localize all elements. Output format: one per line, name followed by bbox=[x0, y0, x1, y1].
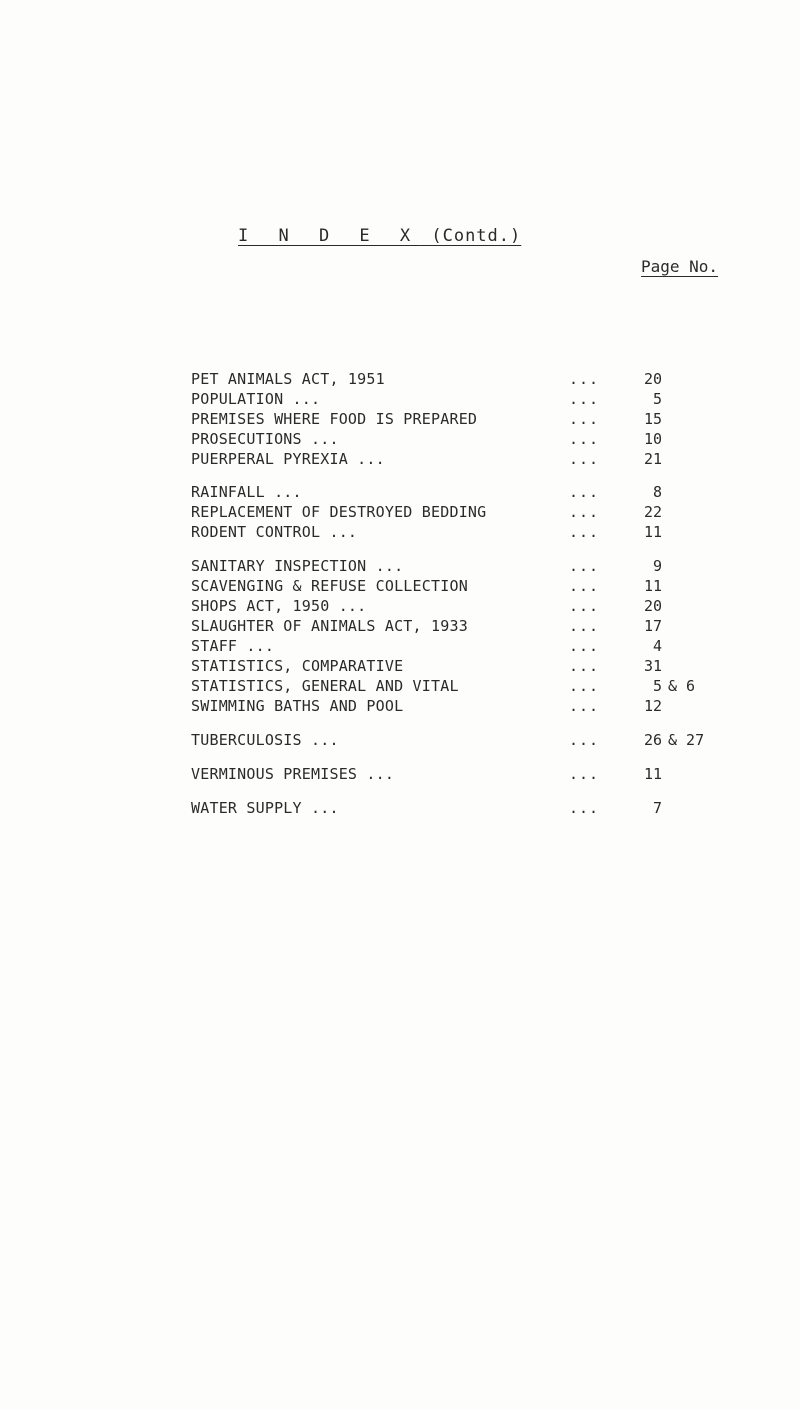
index-entry-page-number: 5 bbox=[652, 390, 662, 408]
index-entry-leader-dots: ... bbox=[569, 483, 600, 501]
index-entry-label: REPLACEMENT OF DESTROYED BEDDING bbox=[191, 503, 487, 521]
index-entry-label: SLAUGHTER OF ANIMALS ACT, 1933 bbox=[191, 617, 468, 635]
index-entry-leader-dots: ... bbox=[569, 390, 600, 408]
index-entry bbox=[0, 449, 800, 469]
index-entry-page-number: 7 bbox=[652, 799, 662, 817]
index-entry-page-number: 20 bbox=[643, 597, 662, 615]
index-entry-additional-page: & 6 bbox=[668, 677, 696, 695]
index-entry-leader-dots: ... bbox=[569, 557, 600, 575]
index-entry-page-number: 17 bbox=[643, 617, 662, 635]
index-entry-label: POPULATION ... bbox=[191, 390, 321, 408]
index-entry bbox=[0, 502, 800, 522]
index-entry-label: SWIMMING BATHS AND POOL bbox=[191, 697, 404, 715]
index-entry-leader-dots: ... bbox=[569, 637, 600, 655]
index-entry-page-number: 4 bbox=[652, 637, 662, 655]
index-entry-page-number: 9 bbox=[652, 557, 662, 575]
index-entry-additional-page: & 27 bbox=[668, 731, 705, 749]
index-entry-label: SHOPS ACT, 1950 ... bbox=[191, 597, 367, 615]
index-entry-page-number: 11 bbox=[643, 577, 662, 595]
index-entry-page-number: 31 bbox=[643, 657, 662, 675]
index-entry bbox=[0, 596, 800, 616]
index-entry-label: WATER SUPPLY ... bbox=[191, 799, 339, 817]
index-entry bbox=[0, 576, 800, 596]
index-entry bbox=[0, 636, 800, 656]
index-entry-page-number: 5 bbox=[652, 677, 662, 695]
index-entry-leader-dots: ... bbox=[569, 450, 600, 468]
index-title-main: I N D E X bbox=[238, 226, 421, 246]
index-entry-leader-dots: ... bbox=[569, 765, 600, 783]
index-entry-page-number: 15 bbox=[643, 410, 662, 428]
index-entry-leader-dots: ... bbox=[569, 617, 600, 635]
index-entry bbox=[0, 409, 800, 429]
index-entry-page-number: 8 bbox=[652, 483, 662, 501]
index-entry-label: STATISTICS, COMPARATIVE bbox=[191, 657, 404, 675]
index-title bbox=[238, 226, 521, 246]
index-entry-leader-dots: ... bbox=[569, 577, 600, 595]
index-entry bbox=[0, 764, 800, 784]
index-entry-leader-dots: ... bbox=[569, 677, 600, 695]
index-entry-label: STAFF ... bbox=[191, 637, 275, 655]
index-entry-label: RAINFALL ... bbox=[191, 483, 302, 501]
index-title-suffix: (Contd.) bbox=[420, 226, 522, 246]
index-entry bbox=[0, 369, 800, 389]
index-entry-label: PET ANIMALS ACT, 1951 bbox=[191, 370, 385, 388]
index-entry bbox=[0, 616, 800, 636]
index-entry-label: SANITARY INSPECTION ... bbox=[191, 557, 404, 575]
index-entry bbox=[0, 389, 800, 409]
index-entry-leader-dots: ... bbox=[569, 430, 600, 448]
index-entry-page-number: 20 bbox=[643, 370, 662, 388]
index-entry-label: TUBERCULOSIS ... bbox=[191, 731, 339, 749]
index-entry-leader-dots: ... bbox=[569, 697, 600, 715]
index-entry-label: RODENT CONTROL ... bbox=[191, 523, 358, 541]
index-entry bbox=[0, 556, 800, 576]
index-entry bbox=[0, 730, 800, 750]
index-entry-leader-dots: ... bbox=[569, 799, 600, 817]
index-entry-leader-dots: ... bbox=[569, 523, 600, 541]
index-entry-page-number: 11 bbox=[643, 765, 662, 783]
index-entry-leader-dots: ... bbox=[569, 657, 600, 675]
index-entry-leader-dots: ... bbox=[569, 370, 600, 388]
index-entry-leader-dots: ... bbox=[569, 503, 600, 521]
index-entry-page-number: 22 bbox=[643, 503, 662, 521]
index-entry-label: PROSECUTIONS ... bbox=[191, 430, 339, 448]
index-entry-label: VERMINOUS PREMISES ... bbox=[191, 765, 395, 783]
index-entry-leader-dots: ... bbox=[569, 597, 600, 615]
index-entry bbox=[0, 429, 800, 449]
index-entry-label: PREMISES WHERE FOOD IS PREPARED bbox=[191, 410, 478, 428]
index-entry-leader-dots: ... bbox=[569, 731, 600, 749]
index-entry-label: STATISTICS, GENERAL AND VITAL bbox=[191, 677, 459, 695]
index-entry-page-number: 12 bbox=[643, 697, 662, 715]
index-entry bbox=[0, 798, 800, 818]
index-entry-page-number: 11 bbox=[643, 523, 662, 541]
index-entry-leader-dots: ... bbox=[569, 410, 600, 428]
index-entry-label: SCAVENGING & REFUSE COLLECTION bbox=[191, 577, 468, 595]
index-entry-page-number: 10 bbox=[643, 430, 662, 448]
index-entry bbox=[0, 656, 800, 676]
page-number-column-header: Page No. bbox=[641, 257, 719, 276]
index-entry bbox=[0, 676, 800, 696]
index-entry-label: PUERPERAL PYREXIA ... bbox=[191, 450, 385, 468]
index-entry-page-number: 21 bbox=[643, 450, 662, 468]
index-entry-page-number: 26 bbox=[643, 731, 662, 749]
index-entry bbox=[0, 482, 800, 502]
index-entry bbox=[0, 696, 800, 716]
index-entry bbox=[0, 522, 800, 542]
